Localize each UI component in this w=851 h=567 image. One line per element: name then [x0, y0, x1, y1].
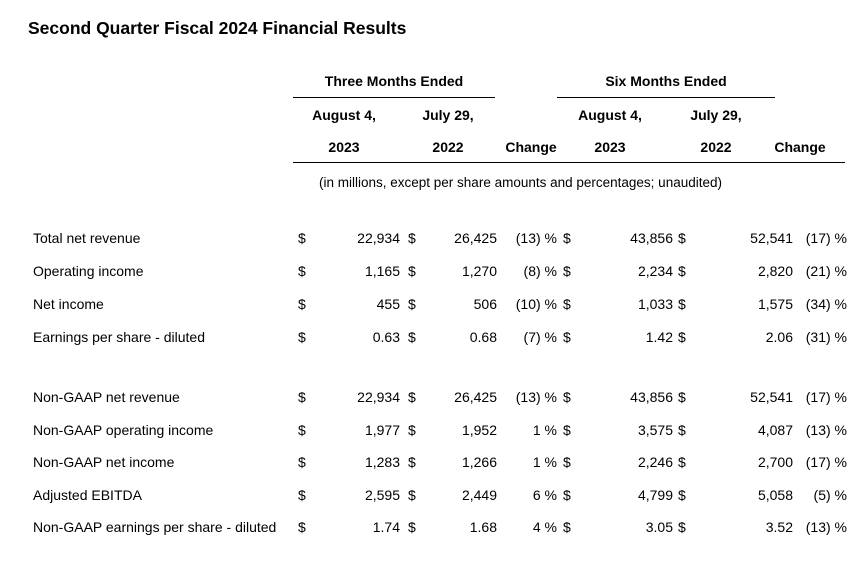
row-label: Non-GAAP net income [33, 454, 175, 471]
table-row [33, 287, 847, 320]
dollar-sign: $ [678, 519, 686, 536]
dollar-sign: $ [563, 328, 571, 345]
dollar-sign: $ [298, 262, 306, 279]
dollar-sign: $ [408, 454, 416, 471]
column-header-date: August 4, [578, 107, 642, 123]
cell-h2022: 5,058 [757, 486, 793, 503]
cell-h-change: (31) % [805, 328, 847, 345]
cell-h2023: 3,575 [637, 421, 673, 438]
header-bottom-rule [293, 162, 845, 163]
column-group-six-months: Six Months Ended [605, 73, 727, 89]
cell-h2022: 4,087 [757, 421, 793, 438]
cell-q-change: 1 % [532, 421, 557, 438]
table-note: (in millions, except per share amounts and percentages; unaudited) [319, 175, 722, 190]
dollar-sign: $ [563, 262, 571, 279]
cell-h2023: 1,033 [637, 295, 673, 312]
dollar-sign: $ [678, 486, 686, 503]
table-row [33, 221, 847, 254]
cell-h2023: 4,799 [637, 486, 673, 503]
dollar-sign: $ [678, 262, 686, 279]
cell-h2022: 52,541 [750, 389, 793, 406]
cell-q-change: (13) % [515, 389, 557, 406]
cell-q2022: 1.68 [469, 519, 497, 536]
cell-q2022: 26,425 [454, 229, 497, 246]
cell-q-change: (10) % [515, 295, 557, 312]
cell-h-change: (5) % [813, 486, 847, 503]
row-label: Net income [33, 295, 104, 312]
table-row [33, 381, 847, 414]
table-row [33, 511, 847, 544]
cell-h2022: 52,541 [750, 229, 793, 246]
cell-q2022: 1,952 [461, 421, 497, 438]
page-title: Second Quarter Fiscal 2024 Financial Results [28, 18, 407, 38]
cell-q2023: 0.63 [372, 328, 400, 345]
cell-q2022: 506 [473, 295, 497, 312]
column-header-year: 2022 [432, 139, 464, 155]
cell-q2023: 1,165 [364, 262, 400, 279]
cell-q2023: 1,283 [364, 454, 400, 471]
cell-q2022: 0.68 [469, 328, 497, 345]
dollar-sign: $ [563, 389, 571, 406]
cell-q-change: 4 % [532, 519, 557, 536]
dollar-sign: $ [408, 295, 416, 312]
dollar-sign: $ [563, 421, 571, 438]
dollar-sign: $ [408, 328, 416, 345]
cell-h-change: (34) % [805, 295, 847, 312]
gaap-results-section [33, 221, 847, 353]
dollar-sign: $ [678, 295, 686, 312]
column-group-three-months: Three Months Ended [324, 73, 464, 89]
cell-q2022: 26,425 [454, 389, 497, 406]
column-header-date: August 4, [312, 107, 376, 123]
column-header-date: July 29, [690, 107, 742, 123]
cell-q-change: 1 % [532, 454, 557, 471]
dollar-sign: $ [408, 421, 416, 438]
dollar-sign: $ [563, 486, 571, 503]
dollar-sign: $ [408, 519, 416, 536]
dollar-sign: $ [563, 519, 571, 536]
dollar-sign: $ [298, 295, 306, 312]
row-label: Adjusted EBITDA [33, 486, 142, 503]
three-months-underline [293, 97, 495, 98]
dollar-sign: $ [298, 454, 306, 471]
column-header-q-aug4-2023 [289, 99, 399, 163]
row-label: Non-GAAP net revenue [33, 389, 180, 406]
cell-q2023: 455 [376, 295, 400, 312]
table-row [33, 320, 847, 353]
cell-h2022: 2,700 [757, 454, 793, 471]
table-row [33, 446, 847, 479]
cell-h-change: (17) % [805, 454, 847, 471]
cell-q2023: 2,595 [364, 486, 400, 503]
cell-h2022: 2,820 [757, 262, 793, 279]
cell-h2022: 2.06 [765, 328, 793, 345]
cell-h-change: (17) % [805, 229, 847, 246]
dollar-sign: $ [298, 519, 306, 536]
dollar-sign: $ [298, 328, 306, 345]
cell-q2023: 1,977 [364, 421, 400, 438]
cell-h2023: 3.05 [645, 519, 673, 536]
cell-q2022: 1,270 [461, 262, 497, 279]
dollar-sign: $ [678, 328, 686, 345]
column-header-year: 2022 [700, 139, 732, 155]
dollar-sign: $ [408, 229, 416, 246]
dollar-sign: $ [563, 295, 571, 312]
dollar-sign: $ [678, 421, 686, 438]
column-header-year: 2023 [594, 139, 626, 155]
row-label: Total net revenue [33, 229, 141, 246]
cell-h-change: (21) % [805, 262, 847, 279]
cell-q2023: 22,934 [357, 229, 400, 246]
table-row [33, 479, 847, 512]
dollar-sign: $ [678, 389, 686, 406]
table-row [33, 414, 847, 447]
column-header-date: July 29, [422, 107, 474, 123]
cell-h2022: 3.52 [765, 519, 793, 536]
non-gaap-results-section [33, 381, 847, 544]
cell-h2023: 2,234 [637, 262, 673, 279]
dollar-sign: $ [298, 486, 306, 503]
dollar-sign: $ [408, 262, 416, 279]
cell-q-change: (7) % [523, 328, 557, 345]
dollar-sign: $ [298, 421, 306, 438]
cell-h-change: (13) % [805, 421, 847, 438]
cell-h2023: 2,246 [637, 454, 673, 471]
dollar-sign: $ [298, 229, 306, 246]
cell-h-change: (13) % [805, 519, 847, 536]
row-label: Non-GAAP earnings per share - diluted [33, 519, 277, 536]
column-header-year: 2023 [328, 139, 360, 155]
dollar-sign: $ [678, 454, 686, 471]
row-label: Operating income [33, 262, 144, 279]
dollar-sign: $ [678, 229, 686, 246]
cell-h2023: 43,856 [630, 229, 673, 246]
table-header [0, 70, 851, 210]
cell-h2023: 43,856 [630, 389, 673, 406]
dollar-sign: $ [408, 389, 416, 406]
cell-h-change: (17) % [805, 389, 847, 406]
dollar-sign: $ [408, 486, 416, 503]
cell-q-change: (8) % [523, 262, 557, 279]
cell-q2023: 22,934 [357, 389, 400, 406]
cell-q-change: (13) % [515, 229, 557, 246]
cell-q2022: 1,266 [461, 454, 497, 471]
dollar-sign: $ [563, 229, 571, 246]
cell-h2022: 1,575 [757, 295, 793, 312]
row-label: Earnings per share - diluted [33, 328, 205, 345]
cell-h2023: 1.42 [645, 328, 673, 345]
dollar-sign: $ [298, 389, 306, 406]
six-months-underline [557, 97, 775, 98]
column-header-h-aug4-2023 [555, 99, 665, 163]
table-row [33, 254, 847, 287]
column-header-change-half: Change [774, 139, 826, 155]
dollar-sign: $ [563, 454, 571, 471]
row-label: Non-GAAP operating income [33, 421, 214, 438]
cell-q2022: 2,449 [461, 486, 497, 503]
column-header-change-quarter: Change [505, 139, 557, 155]
cell-q2023: 1.74 [372, 519, 400, 536]
cell-q-change: 6 % [532, 486, 557, 503]
